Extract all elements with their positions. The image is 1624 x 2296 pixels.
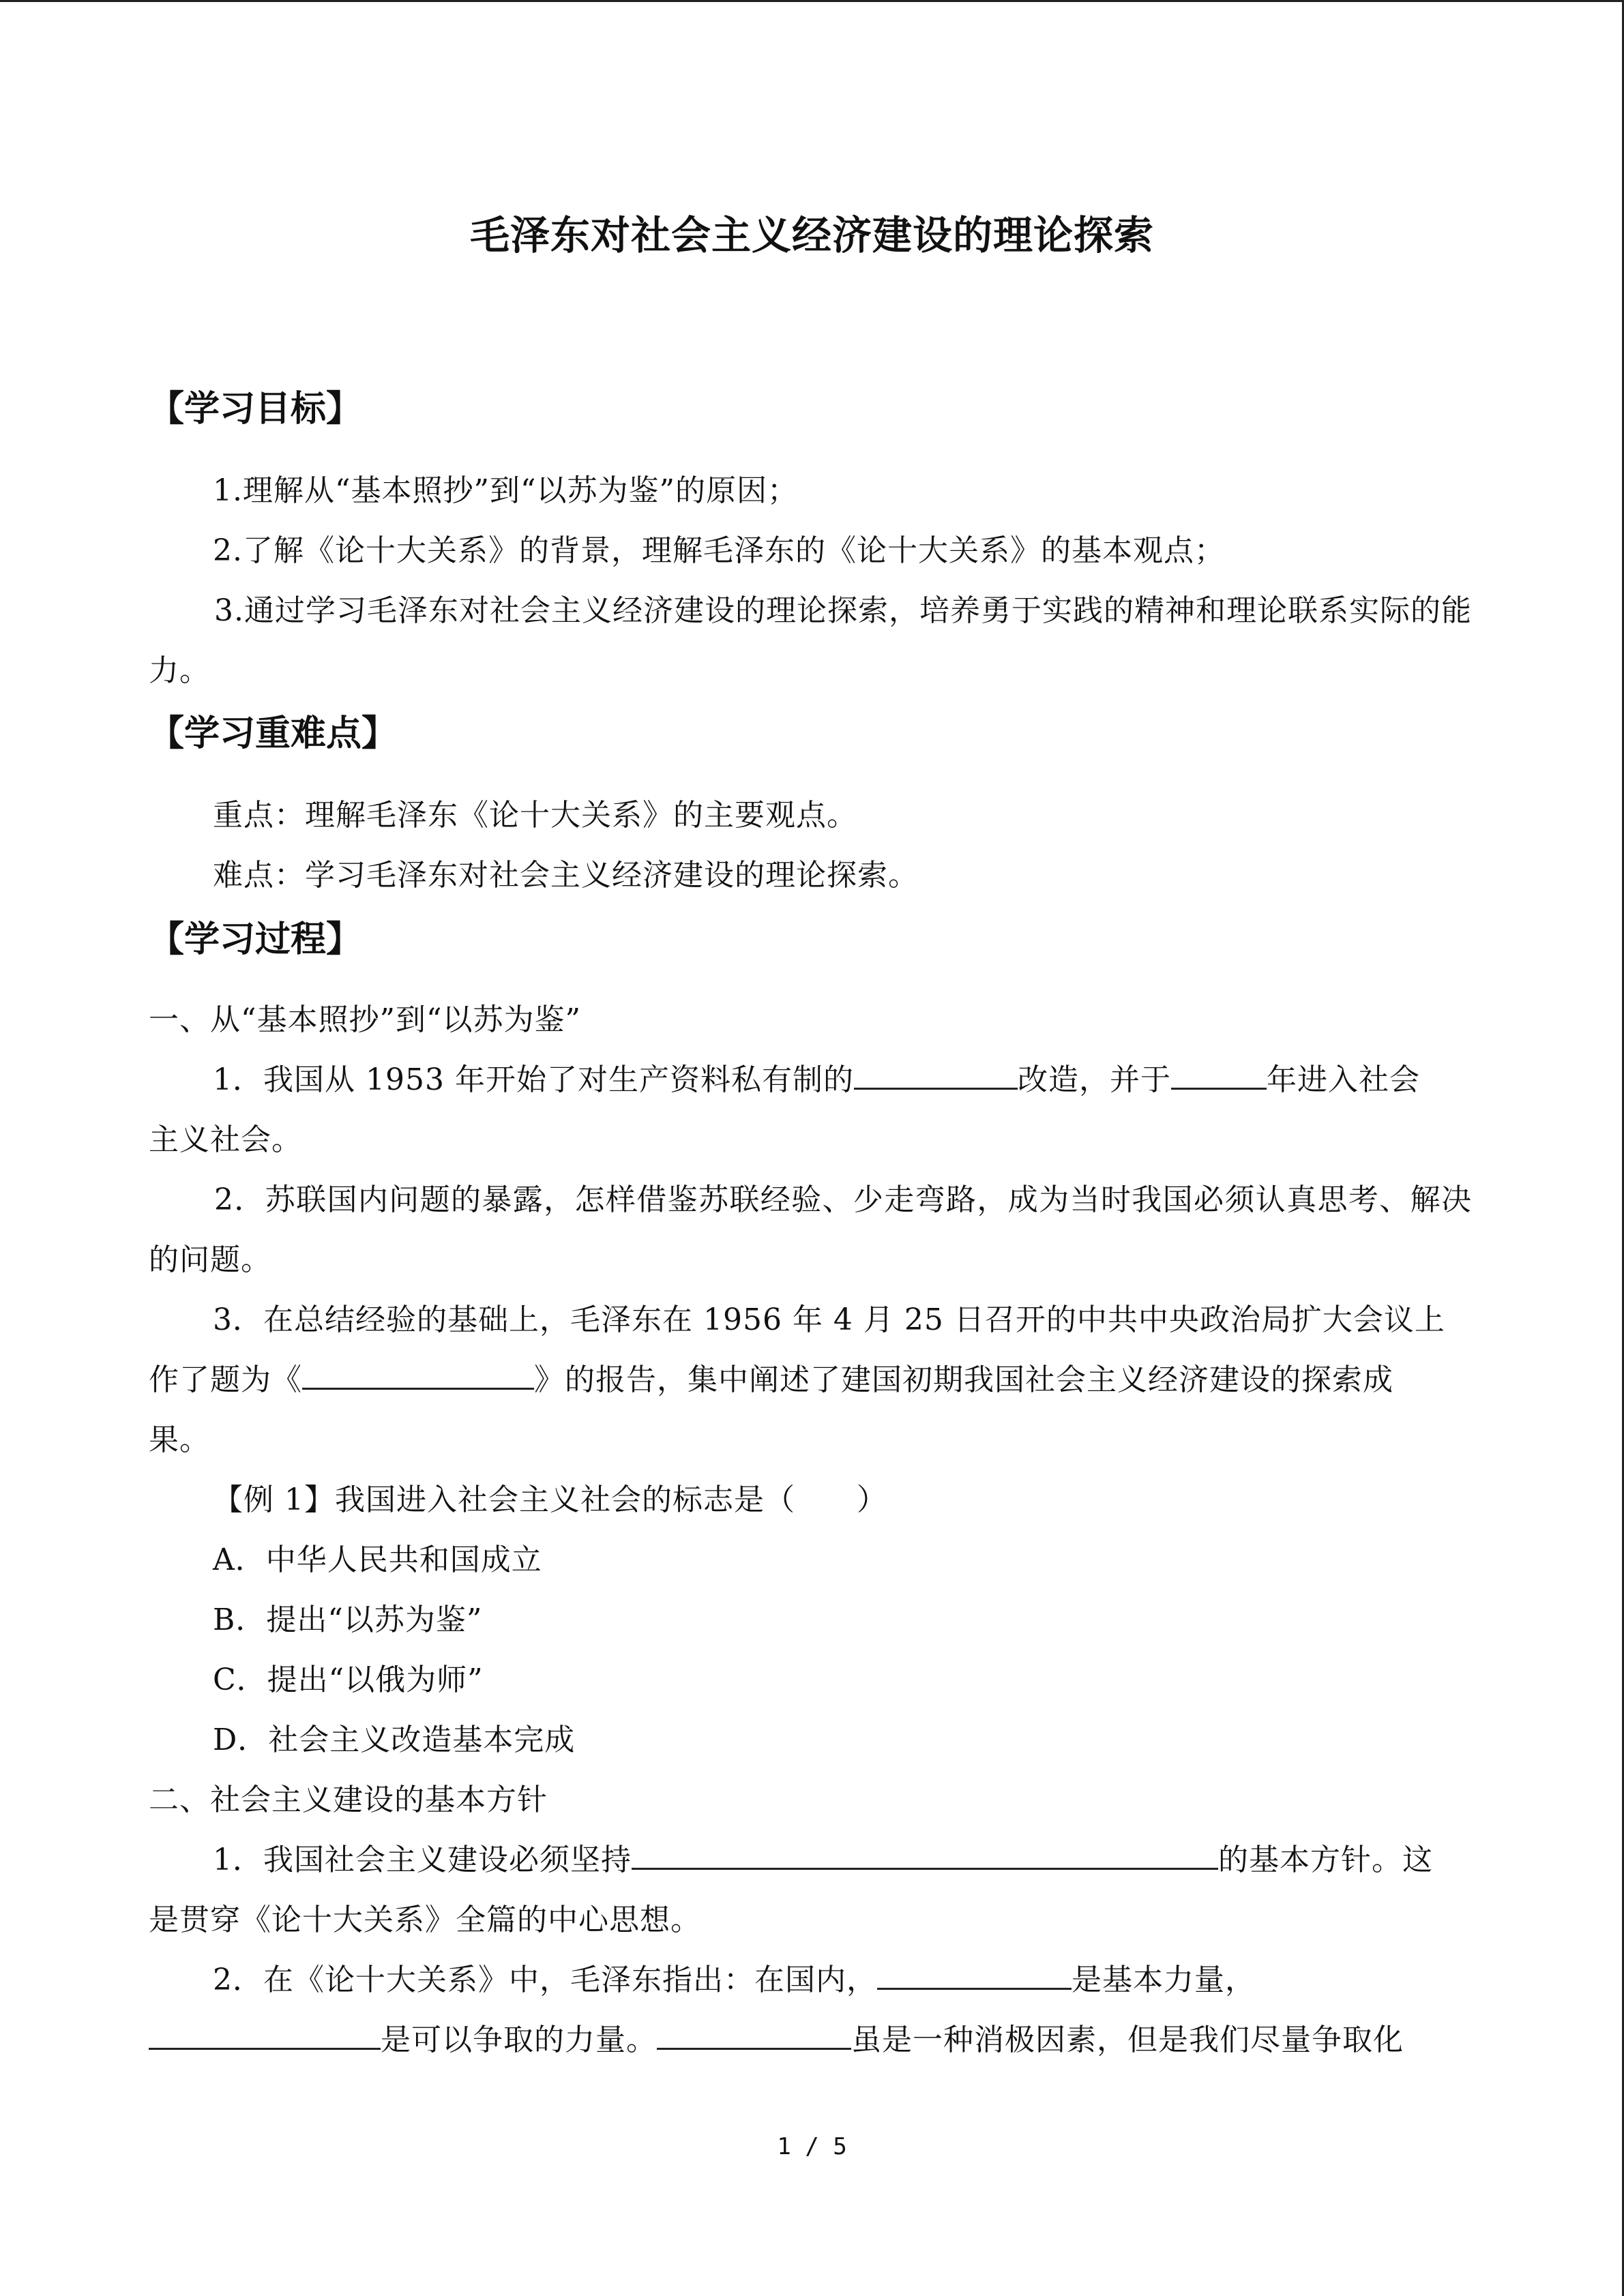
document-title: 毛泽东对社会主义经济建设的理论探索 bbox=[469, 212, 1154, 258]
part1-item1-line2: 主义社会。 bbox=[149, 1122, 302, 1157]
part1-item3-line1: 3．在总结经验的基础上，毛泽东在 1956 年 4 月 25 日召开的中共中央政治局扩大会议上 bbox=[213, 1302, 1445, 1337]
fill-blank[interactable] bbox=[1171, 1060, 1267, 1090]
part2-title: 二、社会主义建设的基本方针 bbox=[149, 1783, 548, 1817]
part2-item2-line1 bbox=[213, 1950, 1256, 2010]
text-segment: 1．我国社会主义建设必须坚持 bbox=[213, 1843, 632, 1877]
top-border bbox=[0, 0, 1624, 2]
part1-item2: 2．苏联国内问题的暴露，怎样借鉴苏联经验、少走弯路，成为当时我国必须认真思考、解决的问题。 bbox=[149, 1182, 1472, 1277]
fill-blank[interactable] bbox=[877, 1960, 1072, 1990]
text-segment: 是可以争取的力量。 bbox=[381, 2023, 657, 2057]
text-segment: 年进入社会 bbox=[1266, 1062, 1420, 1097]
part1-item3-line3: 果。 bbox=[149, 1422, 210, 1457]
section-heading-key-points: 【学习重难点】 bbox=[149, 713, 398, 754]
part2-item2-line2 bbox=[149, 2010, 1404, 2070]
fill-blank[interactable] bbox=[149, 2021, 381, 2050]
part2-item1-line1 bbox=[213, 1830, 1433, 1890]
text-segment: 作了题为《 bbox=[149, 1362, 302, 1397]
part2-item1-line2: 是贯穿《论十大关系》全篇的中心思想。 bbox=[149, 1903, 701, 1937]
fill-blank[interactable] bbox=[854, 1060, 1018, 1090]
text-segment: 改造，并于 bbox=[1017, 1062, 1171, 1097]
text-segment: 》的报告，集中阐述了建国初期我国社会主义经济建设的探索成 bbox=[534, 1362, 1393, 1397]
goal-item-3: 3.通过学习毛泽东对社会主义经济建设的理论探索，培养勇于实践的精神和理论联系实际的能力。 bbox=[149, 593, 1472, 688]
part1-item1-line1 bbox=[213, 1050, 1420, 1110]
option-c: C．提出“以俄为师” bbox=[213, 1663, 484, 1697]
fill-blank[interactable] bbox=[632, 1840, 1218, 1870]
text-segment: 1．我国从 1953 年开始了对生产资料私有制的 bbox=[213, 1062, 854, 1097]
example-question: 【例 1】我国进入社会主义社会的标志是（ ） bbox=[213, 1482, 887, 1517]
text-segment: 的基本方针。这 bbox=[1218, 1843, 1433, 1877]
section-heading-process: 【学习过程】 bbox=[149, 919, 362, 960]
goal-item-2: 2.了解《论十大关系》的背景，理解毛泽东的《论十大关系》的基本观点； bbox=[213, 533, 1225, 568]
fill-blank[interactable] bbox=[657, 2021, 851, 2050]
part1-item3-line2 bbox=[149, 1350, 1393, 1410]
text-segment: 2．在《论十大关系》中，毛泽东指出：在国内， bbox=[213, 1963, 877, 1997]
text-segment: 是基本力量， bbox=[1072, 1963, 1256, 1997]
section-heading-goals: 【学习目标】 bbox=[149, 389, 362, 430]
part1-title: 一、从“基本照抄”到“以苏为鉴” bbox=[149, 1002, 581, 1037]
option-a: A．中华人民共和国成立 bbox=[213, 1542, 542, 1577]
option-d: D．社会主义改造基本完成 bbox=[213, 1723, 576, 1757]
fill-blank[interactable] bbox=[302, 1360, 534, 1390]
difficult-point: 难点：学习毛泽东对社会主义经济建设的理论探索。 bbox=[213, 858, 919, 893]
option-b: B．提出“以苏为鉴” bbox=[213, 1602, 483, 1637]
page-number: 1 / 5 bbox=[777, 2133, 847, 2160]
text-segment: 虽是一种消极因素，但是我们尽量争取化 bbox=[851, 2023, 1404, 2057]
key-point: 重点：理解毛泽东《论十大关系》的主要观点。 bbox=[213, 798, 857, 833]
goal-item-1: 1.理解从“基本照抄”到“以苏为鉴”的原因； bbox=[213, 473, 798, 508]
